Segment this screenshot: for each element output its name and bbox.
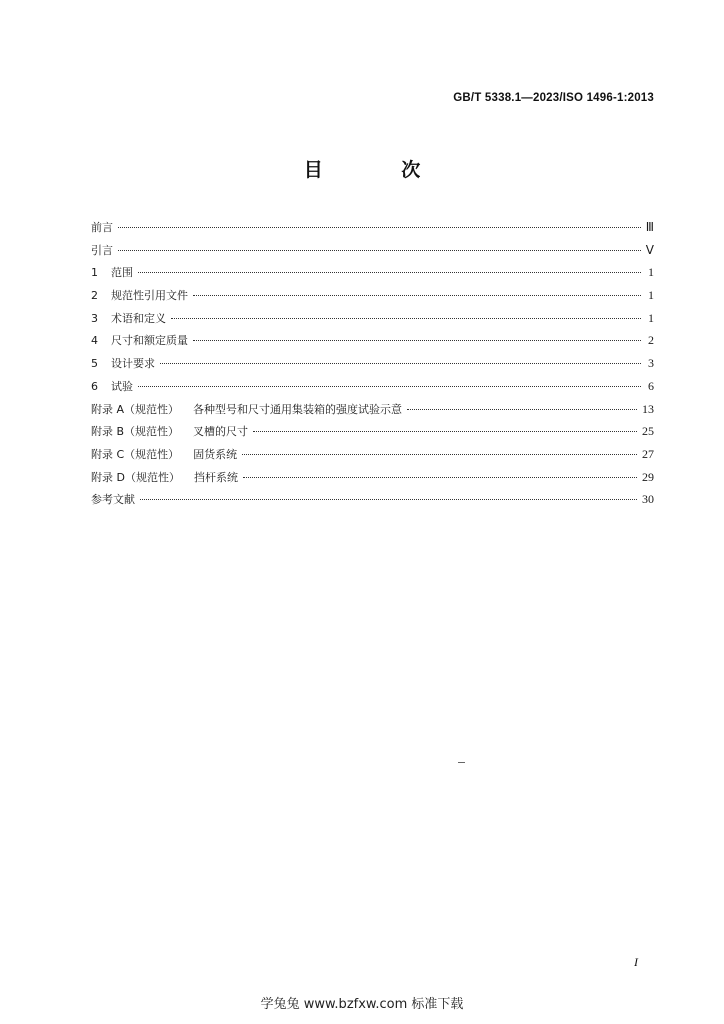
- dot-leader: [138, 272, 641, 273]
- toc-entry-title: 设计要求: [111, 357, 155, 371]
- toc-annex-prefix: 附录 C（规范性）: [91, 447, 180, 461]
- table-of-contents: [91, 216, 654, 511]
- stray-mark: [458, 762, 465, 763]
- toc-entry-title: 尺寸和额定质量: [111, 334, 188, 348]
- toc-entry-number: 6: [91, 379, 98, 393]
- dot-leader: [138, 386, 641, 387]
- dot-leader: [253, 431, 637, 432]
- dot-leader: [243, 477, 637, 478]
- toc-entry[interactable]: [91, 466, 654, 489]
- toc-entry[interactable]: [91, 284, 654, 307]
- toc-entry-title: 规范性引用文件: [111, 289, 188, 303]
- toc-entry-title: 前言: [91, 221, 113, 234]
- toc-annex-prefix: 附录 A（规范性）: [91, 402, 180, 416]
- toc-entry-number: 5: [91, 357, 98, 371]
- toc-entry-page: Ⅴ: [645, 242, 654, 257]
- toc-entry-title: 挡杆系统: [193, 470, 238, 484]
- toc-entry[interactable]: [91, 420, 654, 443]
- dot-leader: [407, 409, 637, 410]
- toc-entry[interactable]: [91, 239, 654, 262]
- toc-entry[interactable]: [91, 307, 654, 330]
- toc-entry-title: 试验: [111, 379, 133, 393]
- toc-annex-prefix: 附录 B（规范性）: [91, 425, 180, 439]
- toc-entry-page: 30: [642, 492, 654, 507]
- dot-leader: [193, 295, 641, 296]
- toc-entry-page: Ⅲ: [645, 220, 654, 234]
- toc-entry-page: 27: [642, 446, 654, 461]
- toc-entry-label: [91, 444, 237, 467]
- toc-annex-prefix: 附录 D（规范性）: [91, 470, 180, 484]
- watermark-footer: 学兔兔 www.bzfxw.com 标准下载: [260, 997, 464, 1012]
- toc-entry-title: 引言: [91, 243, 113, 257]
- toc-entry-page: 1: [648, 265, 654, 280]
- toc-entry-label: [91, 399, 402, 422]
- toc-entry-title: 叉槽的尺寸: [193, 425, 249, 439]
- dot-leader: [242, 454, 637, 455]
- toc-entry[interactable]: [91, 443, 654, 466]
- toc-entry[interactable]: [91, 261, 654, 284]
- toc-entry-label: [91, 308, 166, 331]
- toc-entry-label: [91, 285, 188, 308]
- toc-entry-label: [91, 217, 113, 240]
- toc-entry[interactable]: [91, 216, 654, 239]
- toc-entry-label: [91, 330, 188, 353]
- toc-title: 目 次: [303, 159, 457, 181]
- toc-entry-label: [91, 376, 133, 399]
- toc-entry-label: [91, 489, 135, 512]
- standard-code: GB/T 5338.1—2023/ISO 1496-1:2013: [453, 92, 654, 104]
- toc-entry-title: 术语和定义: [111, 311, 166, 325]
- toc-entry[interactable]: [91, 329, 654, 352]
- dot-leader: [193, 340, 641, 341]
- dot-leader: [118, 250, 641, 251]
- toc-entry-label: [91, 421, 248, 444]
- toc-entry-page: 25: [642, 424, 654, 439]
- dot-leader: [171, 318, 641, 319]
- toc-entry-page: 3: [648, 356, 654, 371]
- toc-entry-number: 1: [91, 266, 98, 280]
- toc-entry-number: 4: [91, 334, 98, 348]
- toc-entry-title: 各种型号和尺寸通用集装箱的强度试验示意: [193, 402, 403, 416]
- toc-entry-number: 3: [91, 311, 98, 325]
- page-number: I: [634, 955, 638, 969]
- toc-entry-page: 13: [642, 401, 654, 416]
- dot-leader: [140, 499, 637, 500]
- toc-entry-number: 2: [91, 289, 98, 303]
- toc-entry-title: 固货系统: [193, 447, 238, 461]
- toc-entry-title: 范围: [111, 266, 133, 280]
- toc-entry-page: 2: [648, 333, 654, 348]
- toc-entry[interactable]: [91, 398, 654, 421]
- toc-entry-label: [91, 353, 155, 376]
- toc-entry-label: [91, 262, 133, 285]
- toc-entry[interactable]: [91, 375, 654, 398]
- toc-entry[interactable]: [91, 488, 654, 511]
- toc-entry-label: [91, 240, 113, 263]
- toc-entry-label: [91, 467, 238, 490]
- toc-entry-page: 1: [648, 310, 654, 325]
- toc-entry-title: 参考文献: [91, 493, 135, 507]
- toc-entry[interactable]: [91, 352, 654, 375]
- toc-entry-page: 29: [642, 469, 654, 484]
- dot-leader: [118, 227, 641, 228]
- toc-entry-page: 6: [648, 378, 654, 393]
- dot-leader: [160, 363, 641, 364]
- toc-entry-page: 1: [648, 288, 654, 303]
